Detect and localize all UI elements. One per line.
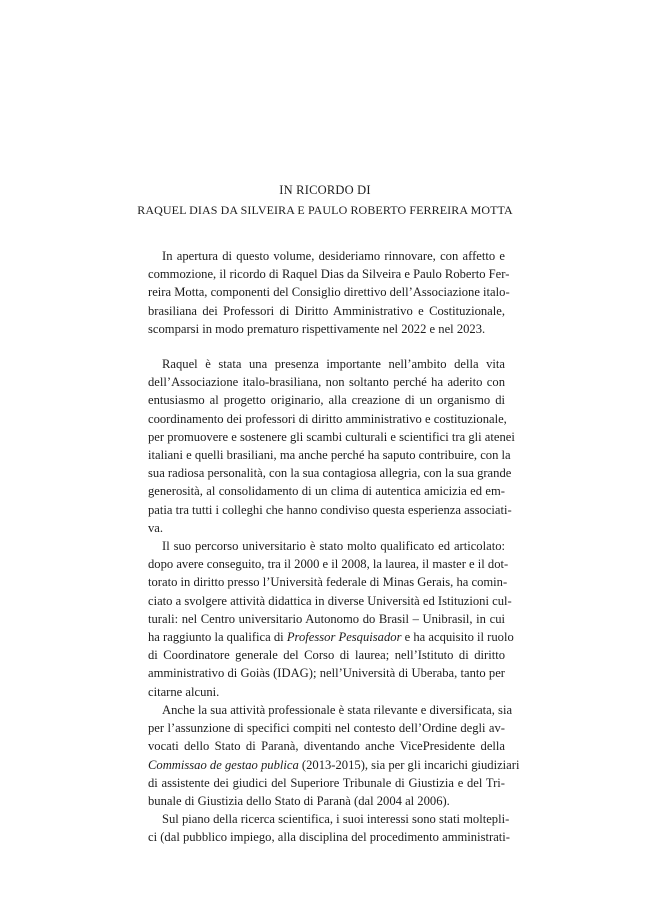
text-line: torato in diritto presso l’Università federale di Minas Gerais, ha comin-	[148, 575, 508, 590]
text-line: scomparsi in modo prematuro rispettivamente nel 2022 e nel 2023.	[148, 321, 486, 336]
text-line: Il suo percorso universitario è stato molto qualificato ed articolato:	[162, 539, 505, 553]
text-line: brasiliana dei Professori di Diritto Amministrativo e Costituzionale,	[148, 303, 505, 318]
text-line: In apertura di questo volume, desideriamo rinnovare, con affetto e	[162, 249, 505, 263]
text-line	[148, 756, 520, 774]
text-line: per promuovere e sostenere gli scambi culturali e scientifici tra gli atenei	[148, 429, 515, 444]
paragraph-research	[148, 810, 510, 846]
text-line: di Coordinatore generale del Corso di laurea; nell’Istituto di diritto	[148, 648, 505, 663]
text-line: commozione, il ricordo di Raquel Dias da Silveira e Paulo Roberto Fer-	[148, 267, 510, 282]
text-run: (2013-2015), sia per gli incarichi giudiziari	[298, 757, 520, 772]
paragraph-professional-activity	[148, 701, 520, 810]
text-line: patia tra tutti i colleghi che hanno condiviso questa esperienza associati-	[148, 502, 512, 517]
text-line: entusiasmo al progetto originario, alla creazione di un organismo di	[148, 393, 505, 408]
text-line: vocati dello Stato di Paranà, diventando anche VicePresidente della	[148, 739, 505, 754]
paragraph-raquel-presence	[148, 355, 515, 537]
paragraph-intro	[148, 247, 510, 338]
text-line: per l’assunzione di specifici compiti nel contesto dell’Ordine degli av-	[148, 721, 505, 736]
text-line: turali: nel Centro universitario Autonomo do Brasil – Unibrasil, in cui	[148, 611, 505, 626]
text-run: ha raggiunto la qualifica di	[148, 630, 287, 645]
text-line: reira Motta, componenti del Consiglio direttivo dell’Associazione italo-	[148, 285, 510, 300]
text-line: Raquel è stata una presenza importante nell’ambito della vita	[162, 357, 505, 371]
text-line: coordinamento dei professori di diritto amministrativo e costituzionale,	[148, 411, 507, 426]
text-line: di assistente dei giudici del Superiore Tribunale di Giustizia e del Tri-	[148, 775, 505, 790]
text-line: ciato a svolgere attività didattica in diverse Università ed Istituzioni cul-	[148, 593, 512, 608]
text-line: citarne alcuni.	[148, 684, 220, 699]
text-line: va.	[148, 520, 164, 535]
text-line: Sul piano della ricerca scientifica, i suoi interessi sono stati moltepli-	[162, 812, 510, 826]
section-subtitle: RAQUEL DIAS DA SILVEIRA E PAULO ROBERTO FERREIRA MOTTA	[137, 203, 513, 217]
text-line: sua radiosa personalità, con la sua contagiosa allegria, con la sua grande	[148, 466, 512, 481]
text-line: dell’Associazione italo-brasiliana, non soltanto perché ha aderito con	[148, 375, 505, 390]
italic-title: Professor Pesquisador	[286, 630, 402, 645]
italic-title: Commissao de gestao publica	[148, 757, 299, 772]
text-line: italiani e quelli brasiliani, ma anche perché ha saputo contribuire, con la	[148, 448, 511, 463]
text-line: Anche la sua attività professionale è stata rilevante e diversificata, sia	[162, 703, 513, 717]
text-line: ci (dal pubblico impiego, alla disciplina del procedimento amministrati-	[148, 830, 510, 845]
text-line: amministrativo di Goiàs (IDAG); nell’Università di Uberaba, tanto per	[148, 666, 505, 681]
text-line	[148, 628, 514, 646]
text-line: bunale di Giustizia dello Stato di Paranà (dal 2004 al 2006).	[148, 794, 450, 809]
text-line: dopo avere conseguito, tra il 2000 e il 2008, la laurea, il master e il dot-	[148, 557, 509, 572]
paragraph-university-career	[148, 537, 514, 701]
text-run: e ha acquisito il ruolo	[401, 630, 514, 645]
section-title: IN RICORDO DI	[279, 183, 371, 197]
text-line: generosità, al consolidamento di un clima di autentica amicizia ed em-	[148, 484, 505, 499]
